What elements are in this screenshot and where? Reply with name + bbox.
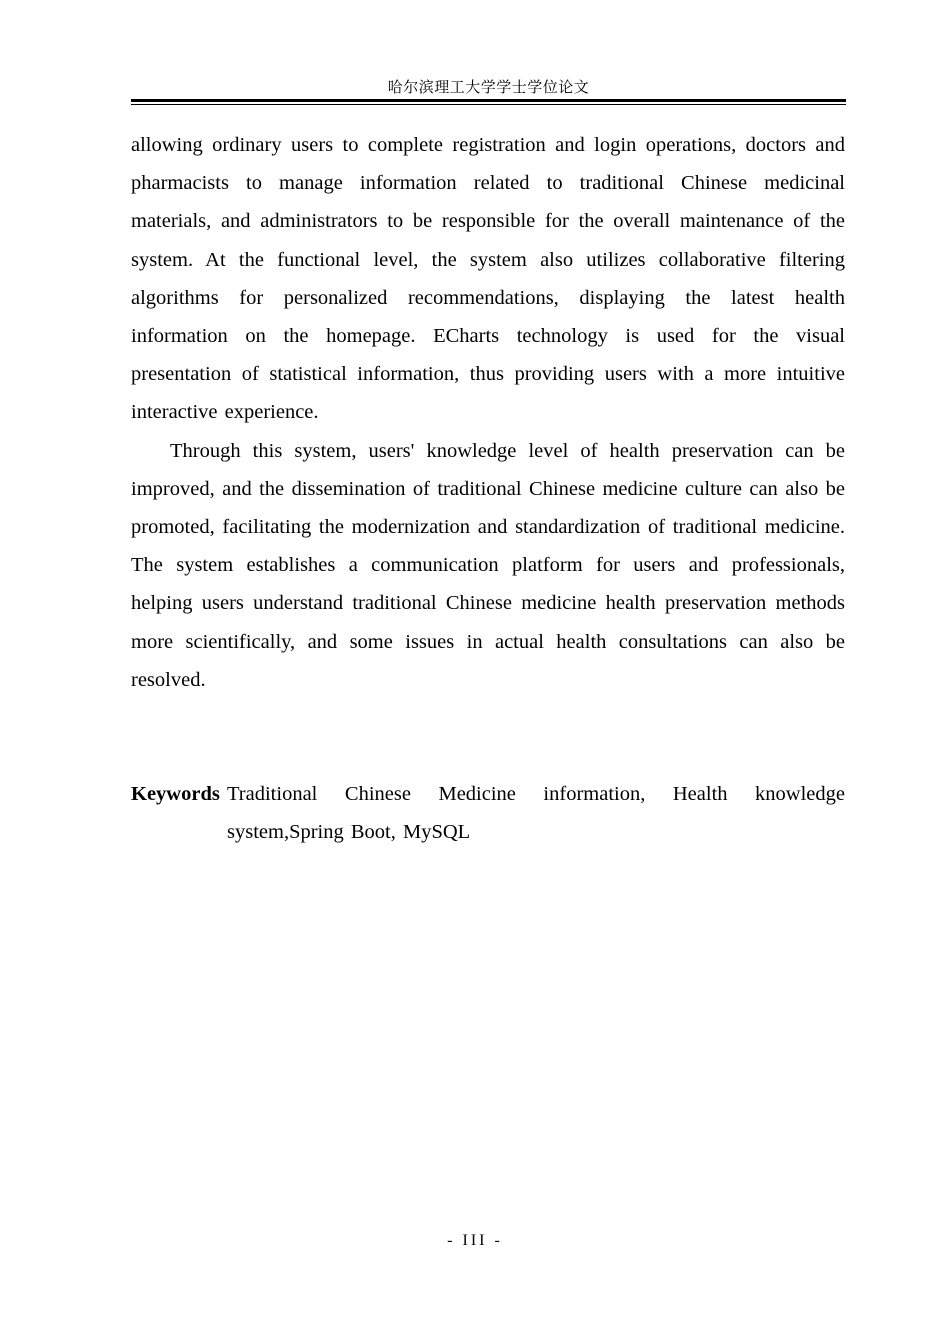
page-number: - III - <box>447 1232 503 1249</box>
abstract-body <box>131 126 845 699</box>
body-paragraph: Through this system, users' knowledge level of health preservation can be improved, and the dissemination of traditional Chinese medicine culture can also be promoted, facilitating the modernization and standardization of traditional medicine. The system establishes a communication platform for users and professionals, helping users understand traditional Chinese medicine health preservation methods more scientifically, and some issues in actual health consultations can also be resolved. <box>131 439 845 691</box>
keywords-label: Keywords <box>131 783 220 805</box>
keywords-text: Traditional Chinese Medicine information, Health knowledge system,Spring Boot, MySQL <box>227 783 845 844</box>
keywords-block <box>131 775 845 851</box>
header-rule-thin <box>131 104 846 105</box>
body-paragraph-continued: allowing ordinary users to complete registration and login operations, doctors and pharmacists to manage information related to traditional Chinese medicinal materials, and administrators to be responsible for the overall maintenance of the system. At the functional level, the system also utilizes collaborative filtering algorithms for personalized recommendations, displaying the latest health information on the homepage. ECharts technology is used for the visual presentation of statistical information, thus providing users with a more intuitive interactive experience. <box>131 134 845 424</box>
running-header: 哈尔滨理工大学学士学位论文 <box>387 78 590 96</box>
header-rule-thick <box>131 99 846 102</box>
